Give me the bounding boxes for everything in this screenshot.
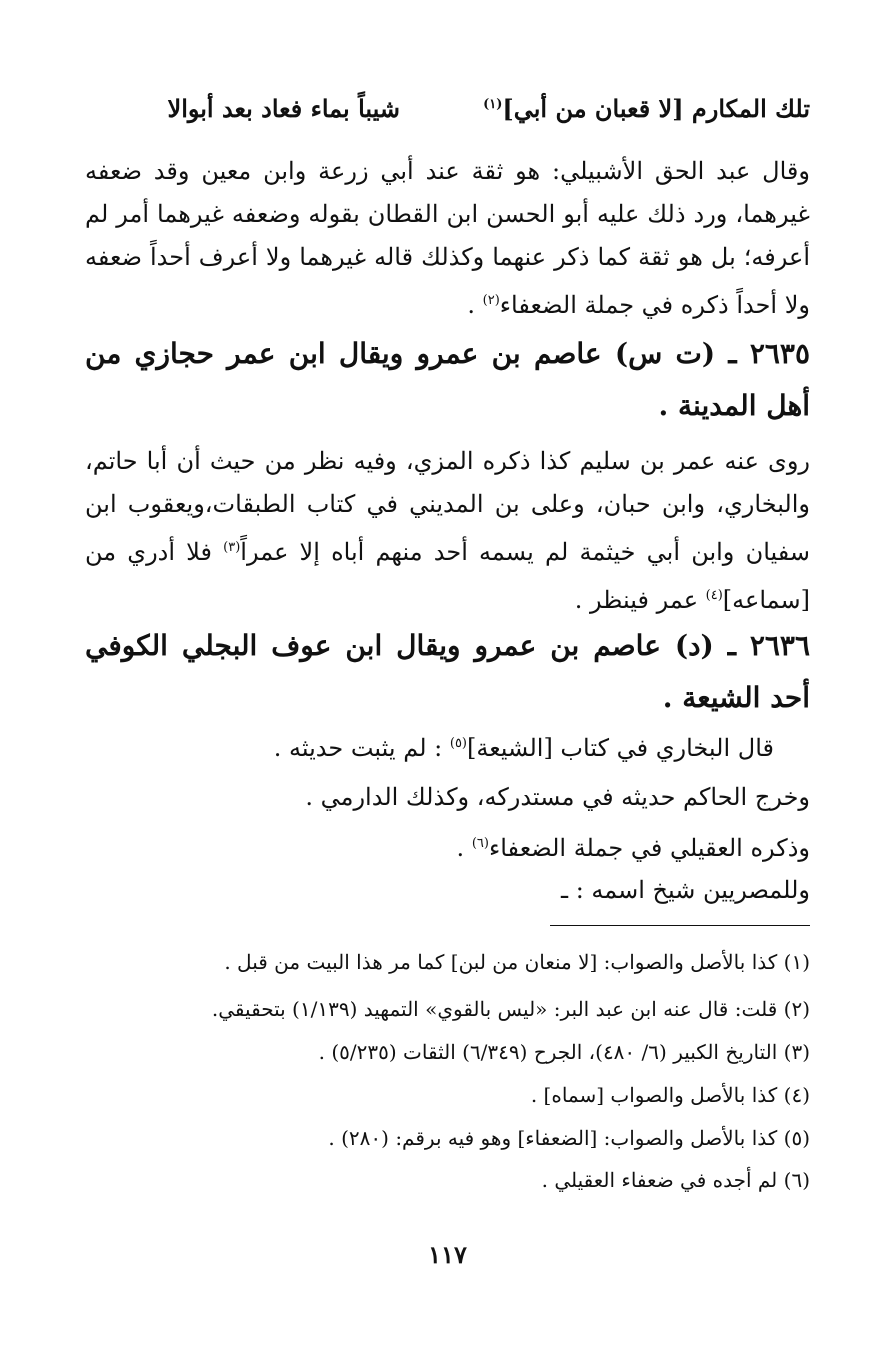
entry-heading-2636: ٢٦٣٦ ـ (د) عاصم بن عمرو ويقال ابن عوف البجلي الكوفي أحد الشيعة .	[85, 629, 810, 714]
footnote-marker[interactable]: (٦)	[471, 836, 489, 851]
footnote-2: (٢) قلت: قال عنه ابن عبد البر: «ليس بالقوي» التمهيد (١/١٣٩) بتحقيقي.	[211, 997, 810, 1021]
footnote-marker[interactable]: (٤)	[705, 588, 723, 603]
footnote-marker[interactable]: (١)	[483, 97, 503, 112]
footnote-separator	[550, 925, 810, 926]
entry-line: قال البخاري في كتاب [الشيعة]$^{(٥)}$ : لم يثبت حديثه .	[273, 734, 774, 762]
footnote-marker[interactable]: (٢)	[482, 293, 500, 308]
footnote-6: (٦) لم أجده في ضعفاء العقيلي .	[541, 1168, 810, 1192]
footnote-marker[interactable]: (٣)	[223, 540, 241, 555]
intro-paragraph: وقال عبد الحق الأشبيلي: هو ثقة عند أبي زرعة وابن معين وقد ضعفه غيرهما، ورد ذلك عليه أبو الحسن ابن القطان بقوله وضعفه غيرهما أمر لم أعرفه؛ بل هو ثقة كما ذكر عنهما وكذلك قاله غيرهما ولا أعرف أحداً ضعفه ولا أحداً ذكره في جملة الضعفاء$^{(٢)}$ .	[85, 157, 810, 319]
entry-heading-2635: ٢٦٣٥ ـ (ت س) عاصم بن عمرو ويقال ابن عمر حجازي من أهل المدينة .	[85, 337, 810, 422]
footnote-5: (٥) كذا بالأصل والصواب: [الضعفاء] وهو فيه برقم: (٢٨٠) .	[328, 1126, 810, 1150]
footnote-1: (١) كذا بالأصل والصواب: [لا منعان من لبن] كما مر هذا البيت من قبل .	[224, 950, 810, 974]
entry-line: وخرج الحاكم حديثه في مستدركه، وكذلك الدارمي .	[305, 783, 810, 811]
verse-first-hemistich: تلك المكارم [لا قعبان من أبي]$^{(١)}$	[483, 94, 810, 123]
entry-line: وللمصريين شيخ اسمه : ـ	[561, 876, 810, 904]
entry-line: وذكره العقيلي في جملة الضعفاء$^{(٦)}$ .	[456, 834, 810, 862]
page-number: ١١٧	[428, 1240, 467, 1269]
footnote-4: (٤) كذا بالأصل والصواب [سماه] .	[530, 1083, 810, 1107]
entry-body-2635: روى عنه عمر بن سليم كذا ذكره المزي، وفيه نظر من حيث أن أبا حاتم، والبخاري، وابن حبان، وعلى بن المديني في كتاب الطبقات،ويعقوب ابن سفيان وابن أبي خيثمة لم يسمه أحد منهم أباه إلا عمراً$^{(٣)}$ فلا أدري من [سماعه]$^{(٤)}$ عمر فينظر .	[85, 447, 811, 614]
footnote-marker[interactable]: (٥)	[449, 736, 467, 751]
verse-second-hemistich: شيباً بماء فعاد بعد أبوالا	[167, 94, 400, 123]
footnote-3: (٣) التاريخ الكبير (٦/ ٤٨٠)، الجرح (٦/٣٤٩) الثقات (٥/٢٣٥) .	[318, 1040, 810, 1064]
